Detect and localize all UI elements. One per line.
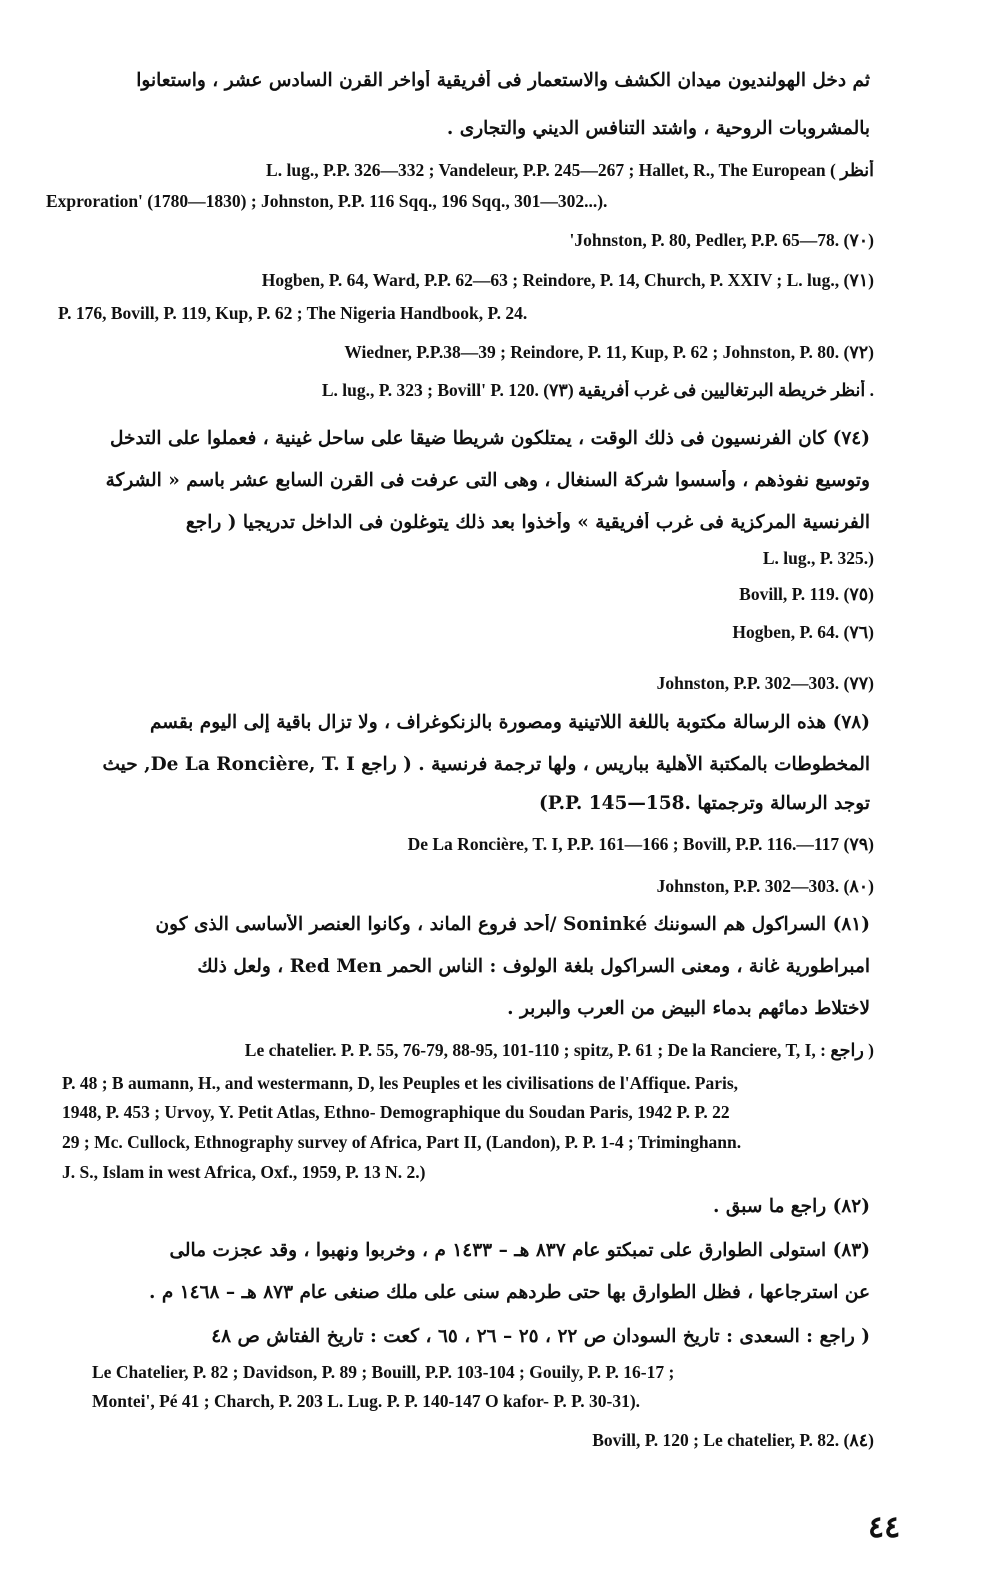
text-line: ( راجع : السعدى : تاريخ السودان ص ٢٢ ، ٢٥ – ٢٦ ، ٦٥ ، كعت : تاريخ الفتاش ص ٤٨ [211,1326,870,1347]
text-line: امبراطورية غانة ، ومعنى السراكول بلغة الولوف : الناس الحمر Red Men ، ولعل ذلك [197,956,870,977]
text-line: Bovill, P. 120 ; Le chatelier, P. 82. (٨٤) [592,1430,874,1450]
text-line: Exproration' (1780—1830) ; Johnston, P.P. 116 Sqq., 196 Sqq., 301—302...). [46,191,608,211]
text-line: وتوسيع نفوذهم ، وأسسوا شركة السنغال ، وهى التى عرفت فى القرن السابع عشر باسم « الشركة [105,470,870,491]
text-line: De La Roncière, T. I, P.P. 161—166 ; Bovill, P.P. 116.—117 (٧٩) [407,834,874,854]
text-line: Le Chatelier, P. 82 ; Davidson, P. 89 ; Bouill, P.P. 103-104 ; Gouily, P. P. 16-17 ; [92,1362,675,1382]
text-line: (٧٨) هذه الرسالة مكتوبة باللغة اللاتينية ومصورة بالزنكوغراف ، ولا تزال باقية إلى اليوم بقسم [150,712,870,733]
text-line: (٨٣) استولى الطوارق على تمبكتو عام ٨٣٧ هـ – ١٤٣٣ م ، وخربوا ونهبوا ، وقد عجزت مالى [169,1240,870,1261]
text-line: توجد الرسالة وترجمتها .P.P. 145—158) [539,793,870,814]
text-line: 29 ; Mc. Cullock, Ethnography survey of Africa, Part II, (Landon), P. P. 1-4 ; Triminghann. [62,1132,742,1152]
text-line: بالمشروبات الروحية ، واشتد التنافس الديني والتجارى . [446,118,870,139]
text-line: 'Johnston, P. 80, Pedler, P.P. 65—78. (٧٠) [569,230,874,250]
text-line: ثم دخل الهولنديون ميدان الكشف والاستعمار فى أفريقية أواخر القرن السادس عشر ، واستعانوا [136,70,870,91]
text-line: Bovill, P. 119. (٧٥) [739,584,874,604]
text-line: L. lug., P. 325.) [762,548,874,568]
text-line: لاختلاط دمائهم بدماء البيض من العرب والبربر . [507,998,870,1019]
text-line: المخطوطات بالمكتبة الأهلية بباريس ، ولها ترجمة فرنسية . ( راجع De La Roncière, T. I, حيث [102,754,870,775]
text-line: J. S., Islam in west Africa, Oxf., 1959, P. 13 N. 2.) [62,1162,426,1182]
text-line: (٨٢) راجع ما سبق . [712,1196,870,1217]
text-line: الفرنسية المركزية فى غرب أفريقية » وأخذوا بعد ذلك يتوغلون فى الداخل تدريجيا ( راجع [185,512,870,533]
text-line: عن استرجاعها ، فظل الطوارق بها حتى طردهم سنى على ملك صنغى عام ٨٧٣ هـ – ١٤٦٨ م . [148,1282,870,1303]
page-number: ٤٤ [868,1510,901,1545]
text-line: Hogben, P. 64, Ward, P.P. 62—63 ; Reindore, P. 14, Church, P. XXIV ; L. lug., (٧١) [261,270,874,290]
text-line: P. 48 ; B aumann, H., and westermann, D, les Peuples et les civilisations de l'Affique. Paris, [62,1073,739,1093]
text-line: L. lug., P.P. 326—332 ; Vandeleur, P.P. 245—267 ; Hallet, R., The European ( أنظر [266,160,874,180]
text-line: Le chatelier. P. P. 55, 76-79, 88-95, 101-110 ; spitz, P. 61 ; De la Ranciere, T, I, : راجع ) [244,1040,874,1060]
text-line: P. 176, Bovill, P. 119, Kup, P. 62 ; The Nigeria Handbook, P. 24. [58,303,528,323]
text-line: Johnston, P.P. 302—303. (٨٠) [656,876,874,896]
text-line: Wiedner, P.P.38—39 ; Reindore, P. 11, Kup, P. 62 ; Johnston, P. 80. (٧٢) [344,342,874,362]
text-line: 1948, P. 453 ; Urvoy, Y. Petit Atlas, Ethno- Demographique du Soudan Paris, 1942 P. P. 22 [62,1102,730,1122]
text-line: L. lug., P. 323 ; Bovill' P. 120. (٧٣) أنظر خريطة البرتغاليين فى غرب أفريقية . [321,380,874,400]
text-line: Montei', Pé 41 ; Charch, P. 203 L. Lug. P. P. 140-147 O kafor- P. P. 30-31). [92,1391,641,1411]
text-line: (٨١) السراكول هم السوننك Soninké /أحد فروع الماند ، وكانوا العنصر الأساسى الذى كون [155,914,870,935]
text-line: Johnston, P.P. 302—303. (٧٧) [656,673,874,693]
text-line: Hogben, P. 64. (٧٦) [732,622,874,642]
text-line: (٧٤) كان الفرنسيون فى ذلك الوقت ، يمتلكون شريطا ضيقا على ساحل غينية ، فعملوا على التدخل [110,428,870,449]
